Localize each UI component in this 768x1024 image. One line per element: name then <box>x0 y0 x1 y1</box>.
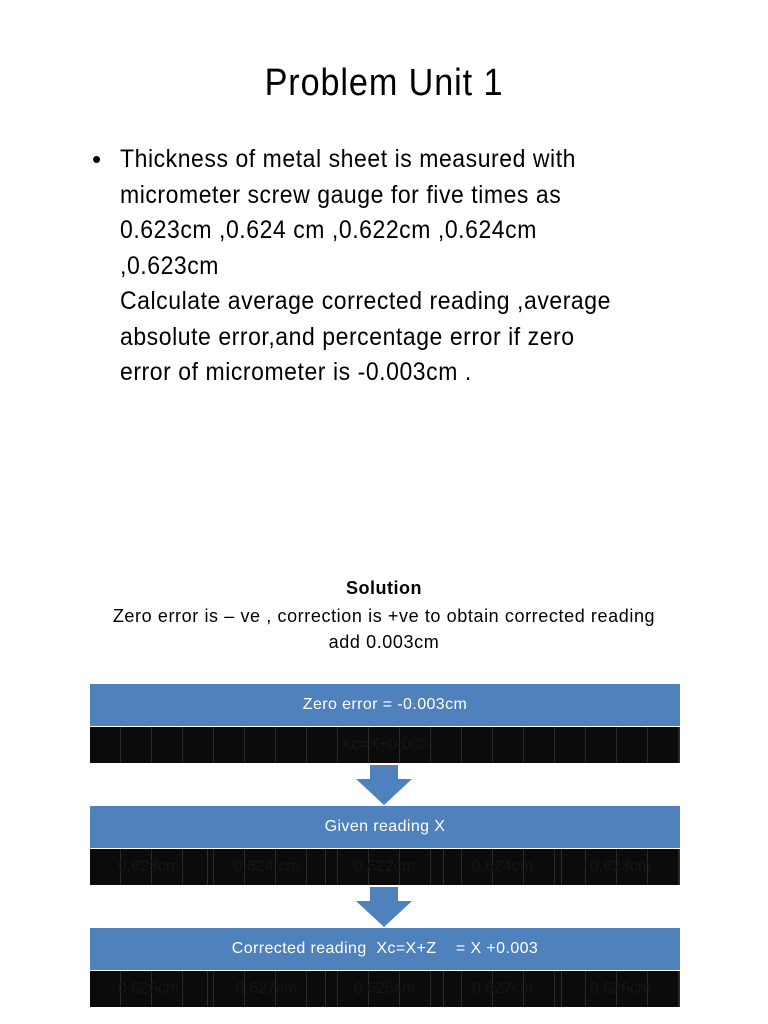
given-reading-cell: 0.623cm <box>562 849 680 885</box>
corrected-reading-label: Corrected reading Xc=X+Z = X +0.003 <box>231 940 539 957</box>
corrected-reading-cell: 0.627cm <box>444 971 562 1007</box>
page-title: Problem Unit 1 <box>264 62 504 104</box>
formula-row <box>90 727 680 763</box>
down-arrow-icon <box>356 887 412 927</box>
solution-explanation: Zero error is – ve , correction is +ve to obtain corrected reading add 0.003cm <box>112 606 656 652</box>
solution-heading: Solution <box>346 578 422 598</box>
given-reading-row <box>90 849 680 885</box>
formula-cell: Xc=X+0.003 <box>90 727 680 763</box>
given-reading-cell: 0.623cm <box>90 849 208 885</box>
given-reading-label: Given reading X <box>324 818 446 835</box>
corrected-reading-cell: 0.626cm <box>90 971 208 1007</box>
zero-error-bar <box>90 684 680 726</box>
given-reading-bar <box>90 806 680 848</box>
zero-error-label: Zero error = -0.003cm <box>302 696 468 713</box>
down-arrow-icon <box>356 765 412 805</box>
given-reading-cell: 0.622cm <box>326 849 444 885</box>
given-reading-cell: 0.624 cm <box>208 849 326 885</box>
corrected-reading-bar <box>90 928 680 970</box>
corrected-reading-cell: 0.626cm <box>562 971 680 1007</box>
given-reading-cell: 0.624cm <box>444 849 562 885</box>
bullet-marker: • <box>92 144 102 174</box>
corrected-reading-cell: 0.625cm <box>326 971 444 1007</box>
corrected-reading-row <box>90 971 680 1007</box>
problem-statement: Thickness of metal sheet is measured with micrometer screw gauge for five times as 0.623cm ,0.624 cm ,0.622cm ,0.624cm ,0.623cm Calculate average corrected reading ,average absolute error,and percentage error if zero error of micrometer is -0.003cm . <box>120 145 611 386</box>
corrected-reading-cell: 0.627cm <box>208 971 326 1007</box>
